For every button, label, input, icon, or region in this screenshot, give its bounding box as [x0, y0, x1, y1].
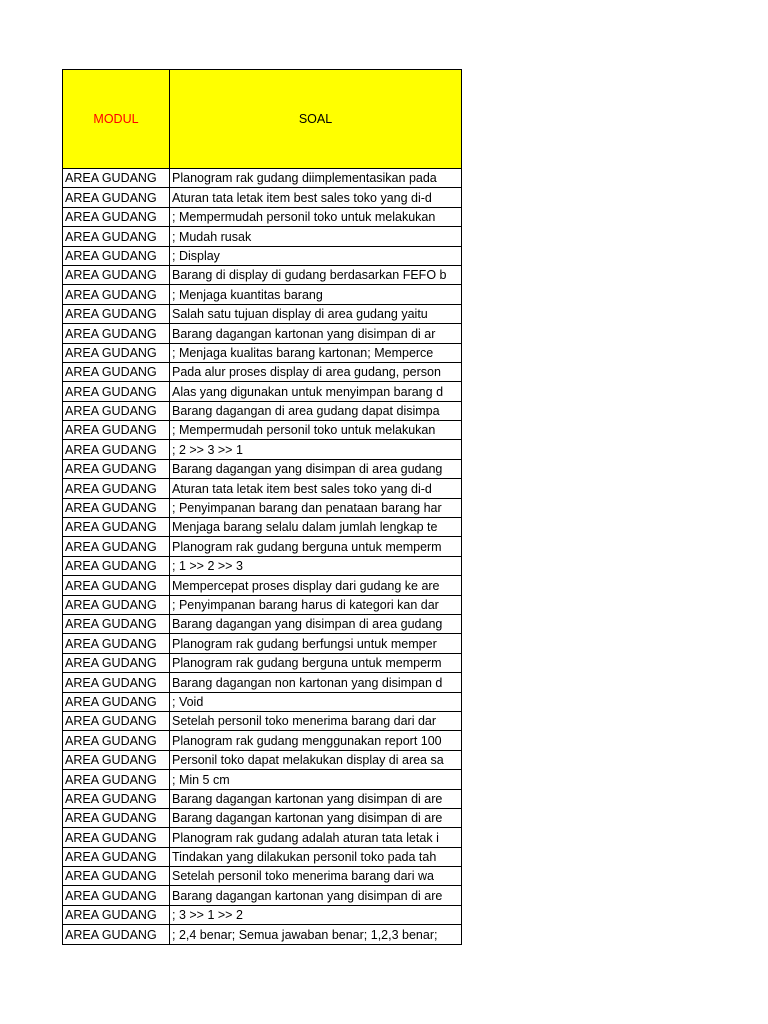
modul-cell[interactable]: AREA GUDANG — [63, 634, 170, 653]
soal-cell[interactable]: ; Mempermudah personil toko untuk melakukan — [170, 421, 462, 440]
soal-cell[interactable]: Planogram rak gudang diimplementasikan pada — [170, 169, 462, 188]
table-row — [63, 925, 462, 944]
soal-cell[interactable]: Pada alur proses display di area gudang, person — [170, 362, 462, 381]
table-row — [63, 634, 462, 653]
table-row — [63, 459, 462, 478]
soal-cell[interactable]: Tindakan yang dilakukan personil toko pada tah — [170, 847, 462, 866]
table-row — [63, 847, 462, 866]
table-row — [63, 304, 462, 323]
modul-cell[interactable]: AREA GUDANG — [63, 421, 170, 440]
soal-cell[interactable]: Planogram rak gudang berfungsi untuk memper — [170, 634, 462, 653]
table-row — [63, 324, 462, 343]
soal-cell[interactable]: Alas yang digunakan untuk menyimpan barang d — [170, 382, 462, 401]
soal-cell[interactable]: Planogram rak gudang berguna untuk memperm — [170, 653, 462, 672]
table-row — [63, 673, 462, 692]
modul-cell[interactable]: AREA GUDANG — [63, 304, 170, 323]
modul-cell[interactable]: AREA GUDANG — [63, 169, 170, 188]
table-row — [63, 770, 462, 789]
table-row — [63, 421, 462, 440]
modul-cell[interactable]: AREA GUDANG — [63, 595, 170, 614]
modul-cell[interactable]: AREA GUDANG — [63, 265, 170, 284]
table-row — [63, 789, 462, 808]
soal-cell[interactable]: Mempercepat proses display dari gudang ke are — [170, 576, 462, 595]
modul-cell[interactable]: AREA GUDANG — [63, 362, 170, 381]
header-row — [63, 70, 462, 169]
soal-cell[interactable]: ; 3 >> 1 >> 2 — [170, 905, 462, 924]
table-row — [63, 343, 462, 362]
modul-cell[interactable]: AREA GUDANG — [63, 711, 170, 730]
table-row — [63, 692, 462, 711]
table-row — [63, 382, 462, 401]
modul-cell[interactable]: AREA GUDANG — [63, 246, 170, 265]
modul-cell[interactable]: AREA GUDANG — [63, 440, 170, 459]
modul-cell[interactable]: AREA GUDANG — [63, 556, 170, 575]
soal-cell[interactable]: ; Void — [170, 692, 462, 711]
modul-cell[interactable]: AREA GUDANG — [63, 692, 170, 711]
table-row — [63, 905, 462, 924]
soal-cell[interactable]: ; Min 5 cm — [170, 770, 462, 789]
table-row — [63, 188, 462, 207]
header-cell-soal[interactable]: SOAL — [170, 70, 462, 169]
table-row — [63, 440, 462, 459]
modul-cell[interactable]: AREA GUDANG — [63, 614, 170, 633]
soal-cell[interactable]: Barang dagangan yang disimpan di area gudang — [170, 459, 462, 478]
modul-cell[interactable]: AREA GUDANG — [63, 770, 170, 789]
modul-cell[interactable]: AREA GUDANG — [63, 886, 170, 905]
table-row — [63, 169, 462, 188]
table-row — [63, 401, 462, 420]
soal-cell[interactable]: Planogram rak gudang menggunakan report 100 — [170, 731, 462, 750]
modul-cell[interactable]: AREA GUDANG — [63, 382, 170, 401]
table-row — [63, 867, 462, 886]
soal-cell[interactable]: Personil toko dapat melakukan display di area sa — [170, 750, 462, 769]
soal-cell[interactable]: Barang dagangan non kartonan yang disimpan d — [170, 673, 462, 692]
soal-cell[interactable]: ; Menjaga kuantitas barang — [170, 285, 462, 304]
table-row — [63, 750, 462, 769]
modul-cell[interactable]: AREA GUDANG — [63, 847, 170, 866]
soal-cell[interactable]: Setelah personil toko menerima barang dari dar — [170, 711, 462, 730]
table-header — [63, 70, 462, 169]
table-row — [63, 362, 462, 381]
table-row — [63, 537, 462, 556]
modul-cell[interactable]: AREA GUDANG — [63, 227, 170, 246]
table-row — [63, 479, 462, 498]
table-row — [63, 653, 462, 672]
table-row — [63, 498, 462, 517]
modul-cell[interactable]: AREA GUDANG — [63, 343, 170, 362]
soal-cell[interactable]: Barang dagangan kartonan yang disimpan di are — [170, 808, 462, 827]
soal-cell[interactable]: ; Mudah rusak — [170, 227, 462, 246]
soal-cell[interactable]: Planogram rak gudang berguna untuk memperm — [170, 537, 462, 556]
modul-cell[interactable]: AREA GUDANG — [63, 324, 170, 343]
question-table — [62, 69, 462, 945]
soal-cell[interactable]: ; 1 >> 2 >> 3 — [170, 556, 462, 575]
soal-cell[interactable]: ; Menjaga kualitas barang kartonan; Memperce — [170, 343, 462, 362]
soal-cell[interactable]: Barang dagangan kartonan yang disimpan di ar — [170, 324, 462, 343]
table-row — [63, 576, 462, 595]
table-row — [63, 246, 462, 265]
table-row — [63, 595, 462, 614]
soal-cell[interactable]: Setelah personil toko menerima barang dari wa — [170, 867, 462, 886]
modul-cell[interactable]: AREA GUDANG — [63, 673, 170, 692]
table-body — [63, 169, 462, 945]
soal-cell[interactable]: Barang di display di gudang berdasarkan FEFO b — [170, 265, 462, 284]
modul-cell[interactable]: AREA GUDANG — [63, 518, 170, 537]
soal-cell[interactable]: ; Mempermudah personil toko untuk melakukan — [170, 207, 462, 226]
modul-cell[interactable]: AREA GUDANG — [63, 828, 170, 847]
soal-cell[interactable]: Barang dagangan di area gudang dapat disimpa — [170, 401, 462, 420]
soal-cell[interactable]: Planogram rak gudang adalah aturan tata letak i — [170, 828, 462, 847]
modul-cell[interactable]: AREA GUDANG — [63, 285, 170, 304]
table-row — [63, 828, 462, 847]
modul-cell[interactable]: AREA GUDANG — [63, 867, 170, 886]
soal-cell[interactable]: Barang dagangan kartonan yang disimpan di are — [170, 886, 462, 905]
soal-cell[interactable]: Barang dagangan kartonan yang disimpan di are — [170, 789, 462, 808]
table-row — [63, 227, 462, 246]
soal-cell[interactable]: ; 2,4 benar; Semua jawaban benar; 1,2,3 benar; — [170, 925, 462, 944]
table-row — [63, 556, 462, 575]
table-row — [63, 207, 462, 226]
modul-cell[interactable]: AREA GUDANG — [63, 731, 170, 750]
soal-cell[interactable]: Menjaga barang selalu dalam jumlah lengkap te — [170, 518, 462, 537]
soal-cell[interactable]: ; 2 >> 3 >> 1 — [170, 440, 462, 459]
soal-cell[interactable]: Aturan tata letak item best sales toko yang di-d — [170, 479, 462, 498]
modul-cell[interactable]: AREA GUDANG — [63, 808, 170, 827]
table-row — [63, 285, 462, 304]
soal-cell[interactable]: ; Penyimpanan barang dan penataan barang har — [170, 498, 462, 517]
table-row — [63, 614, 462, 633]
modul-cell[interactable]: AREA GUDANG — [63, 576, 170, 595]
soal-cell[interactable]: Salah satu tujuan display di area gudang yaitu — [170, 304, 462, 323]
table-row — [63, 711, 462, 730]
modul-cell[interactable]: AREA GUDANG — [63, 653, 170, 672]
soal-cell[interactable]: ; Penyimpanan barang harus di kategori kan dar — [170, 595, 462, 614]
modul-cell[interactable]: AREA GUDANG — [63, 789, 170, 808]
modul-cell[interactable]: AREA GUDANG — [63, 925, 170, 944]
modul-cell[interactable]: AREA GUDANG — [63, 401, 170, 420]
table-row — [63, 808, 462, 827]
modul-cell[interactable]: AREA GUDANG — [63, 459, 170, 478]
modul-cell[interactable]: AREA GUDANG — [63, 479, 170, 498]
table-row — [63, 731, 462, 750]
modul-cell[interactable]: AREA GUDANG — [63, 750, 170, 769]
table-row — [63, 886, 462, 905]
soal-cell[interactable]: Barang dagangan yang disimpan di area gudang — [170, 614, 462, 633]
modul-cell[interactable]: AREA GUDANG — [63, 188, 170, 207]
soal-cell[interactable]: ; Display — [170, 246, 462, 265]
modul-cell[interactable]: AREA GUDANG — [63, 498, 170, 517]
soal-cell[interactable]: Aturan tata letak item best sales toko yang di-d — [170, 188, 462, 207]
table-row — [63, 265, 462, 284]
modul-cell[interactable]: AREA GUDANG — [63, 905, 170, 924]
table-row — [63, 518, 462, 537]
header-cell-modul[interactable]: MODUL — [63, 70, 170, 169]
modul-cell[interactable]: AREA GUDANG — [63, 537, 170, 556]
modul-cell[interactable]: AREA GUDANG — [63, 207, 170, 226]
